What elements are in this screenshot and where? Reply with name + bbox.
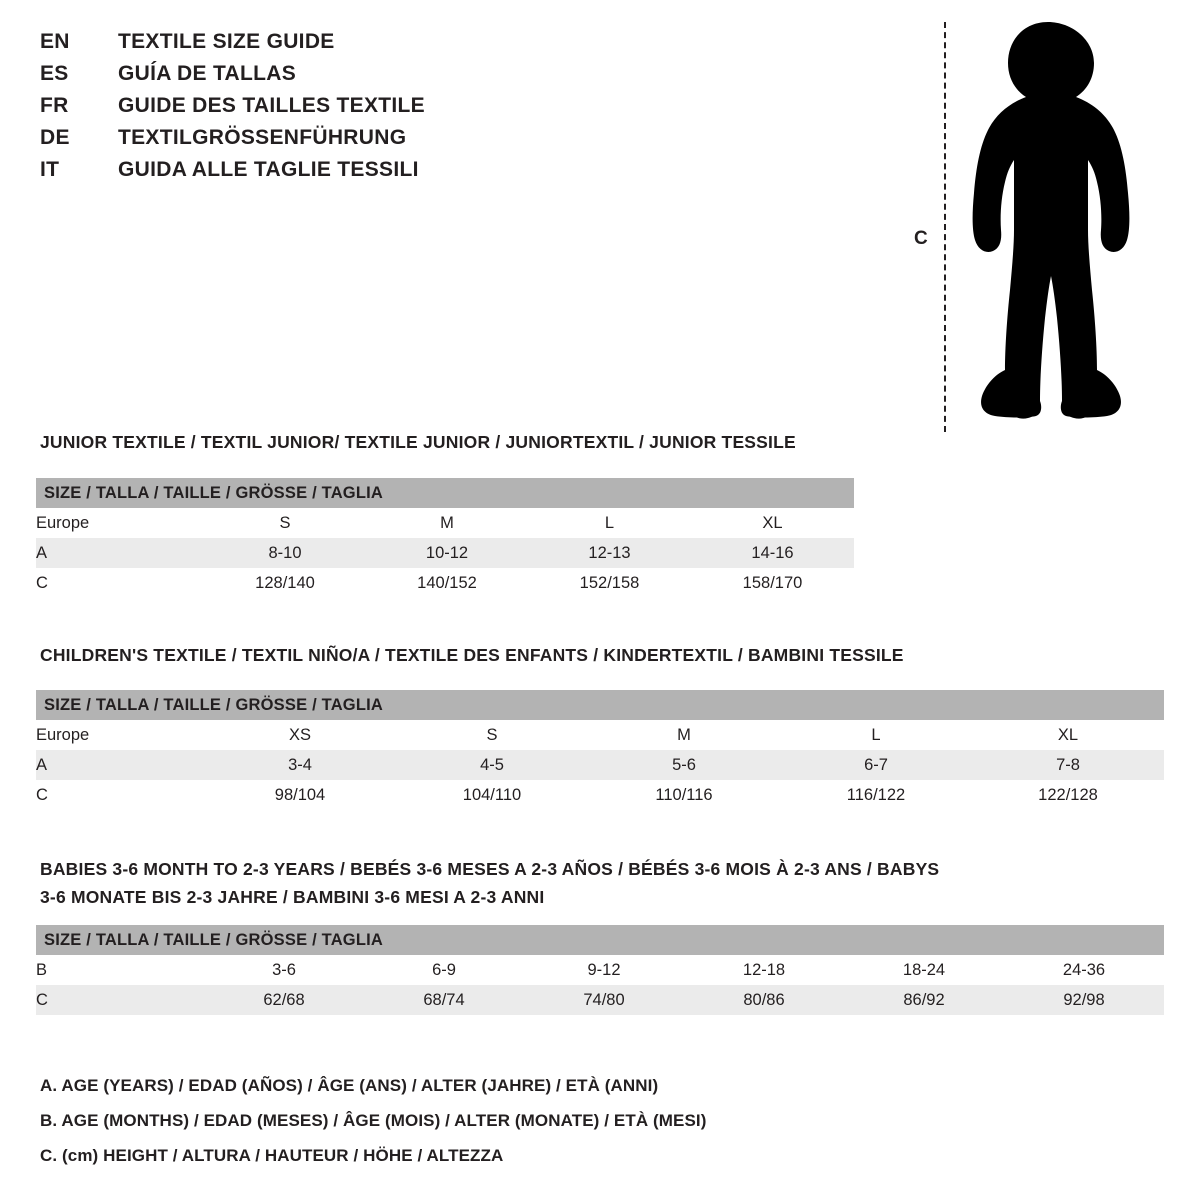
babies-row-b-v1: 6-9 — [364, 955, 524, 985]
children-row-c-v2: 110/116 — [588, 780, 780, 810]
junior-region-label: Europe — [36, 508, 204, 538]
children-size-table — [36, 690, 1164, 810]
height-dashed-line — [944, 22, 946, 432]
language-code-it: IT — [40, 158, 60, 181]
legend-notes — [40, 1068, 707, 1173]
babies-row-b-v3: 12-18 — [684, 955, 844, 985]
babies-row-c-v4: 86/92 — [844, 985, 1004, 1015]
junior-row-c-v1: 140/152 — [366, 568, 528, 598]
junior-size-l: L — [528, 508, 691, 538]
language-row-it — [40, 158, 560, 190]
junior-row-c-v0: 128/140 — [204, 568, 366, 598]
table-row — [36, 955, 1164, 985]
children-row-c-v0: 98/104 — [204, 780, 396, 810]
babies-row-b-label: B — [36, 955, 204, 985]
children-size-xs: XS — [204, 720, 396, 750]
legend-note-a: A. AGE (YEARS) / EDAD (AÑOS) / ÂGE (ANS) / ALTER (JAHRE) / ETÀ (ANNI) — [40, 1076, 659, 1095]
language-code-de: DE — [40, 126, 70, 149]
language-text-en: TEXTILE SIZE GUIDE — [118, 30, 335, 53]
children-table-band — [36, 690, 1164, 720]
junior-row-a-v1: 10-12 — [366, 538, 528, 568]
children-row-c-label: C — [36, 780, 204, 810]
junior-row-a-v3: 14-16 — [691, 538, 854, 568]
babies-row-b-v0: 3-6 — [204, 955, 364, 985]
language-text-fr: GUIDE DES TAILLES TEXTILE — [118, 94, 425, 117]
junior-table-band — [36, 478, 854, 508]
babies-row-c-v3: 80/86 — [684, 985, 844, 1015]
children-size-s: S — [396, 720, 588, 750]
babies-row-c-v5: 92/98 — [1004, 985, 1164, 1015]
babies-row-b-v5: 24-36 — [1004, 955, 1164, 985]
junior-band-label: SIZE / TALLA / TAILLE / GRÖSSE / TAGLIA — [36, 478, 854, 508]
children-row-a-v1: 4-5 — [396, 750, 588, 780]
junior-size-table — [36, 478, 854, 598]
language-text-de: TEXTILGRÖSSENFÜHRUNG — [118, 126, 407, 149]
children-region-label: Europe — [36, 720, 204, 750]
babies-row-b-v2: 9-12 — [524, 955, 684, 985]
junior-size-m: M — [366, 508, 528, 538]
children-size-xl: XL — [972, 720, 1164, 750]
babies-row-c-v0: 62/68 — [204, 985, 364, 1015]
child-silhouette-icon — [952, 18, 1152, 428]
table-row — [36, 780, 1164, 810]
children-size-l: L — [780, 720, 972, 750]
section-title-junior: JUNIOR TEXTILE / TEXTIL JUNIOR/ TEXTILE JUNIOR / JUNIORTEXTIL / JUNIOR TESSILE — [40, 432, 796, 452]
legend-note-b: B. AGE (MONTHS) / EDAD (MESES) / ÂGE (MOIS) / ALTER (MONATE) / ETÀ (MESI) — [40, 1111, 707, 1130]
language-row-fr — [40, 94, 560, 126]
table-row — [36, 568, 854, 598]
junior-size-xl: XL — [691, 508, 854, 538]
table-row — [36, 538, 854, 568]
babies-size-table — [36, 925, 1164, 1015]
language-text-es: GUÍA DE TALLAS — [118, 62, 297, 85]
babies-band-label: SIZE / TALLA / TAILLE / GRÖSSE / TAGLIA — [36, 925, 1164, 955]
height-measure-label: C — [914, 228, 928, 249]
junior-row-c-label: C — [36, 568, 204, 598]
section-title-children: CHILDREN'S TEXTILE / TEXTIL NIÑO/A / TEXTILE DES ENFANTS / KINDERTEXTIL / BAMBINI TESSILE — [40, 645, 904, 665]
table-row — [36, 985, 1164, 1015]
babies-row-c-v2: 74/80 — [524, 985, 684, 1015]
section-title-babies: BABIES 3-6 MONTH TO 2-3 YEARS / BEBÉS 3-6 MESES A 2-3 AÑOS / BÉBÉS 3-6 MOIS À 2-3 ANS / BABYS 3-6 MONATE BIS 2-3 JAHRE / BAMBINI 3-6 MESI A 2-3 ANNI — [40, 859, 940, 907]
babies-table-band — [36, 925, 1164, 955]
language-row-en — [40, 30, 560, 62]
height-measure-figure — [900, 10, 1160, 430]
babies-row-c-label: C — [36, 985, 204, 1015]
children-band-label: SIZE / TALLA / TAILLE / GRÖSSE / TAGLIA — [36, 690, 1164, 720]
junior-row-a-label: A — [36, 538, 204, 568]
junior-row-a-v0: 8-10 — [204, 538, 366, 568]
junior-row-c-v3: 158/170 — [691, 568, 854, 598]
language-text-it: GUIDA ALLE TAGLIE TESSILI — [118, 158, 419, 181]
language-code-en: EN — [40, 30, 70, 53]
table-row — [36, 750, 1164, 780]
junior-row-c-v2: 152/158 — [528, 568, 691, 598]
legend-note-c: C. (cm) HEIGHT / ALTURA / HAUTEUR / HÖHE / ALTEZZA — [40, 1146, 504, 1165]
language-code-es: ES — [40, 62, 69, 85]
children-size-m: M — [588, 720, 780, 750]
babies-row-c-v1: 68/74 — [364, 985, 524, 1015]
language-row-de — [40, 126, 560, 158]
language-title-block — [40, 30, 560, 190]
children-size-row — [36, 720, 1164, 750]
language-code-fr: FR — [40, 94, 69, 117]
children-row-a-v4: 7-8 — [972, 750, 1164, 780]
children-row-c-v1: 104/110 — [396, 780, 588, 810]
children-row-a-v0: 3-4 — [204, 750, 396, 780]
junior-size-s: S — [204, 508, 366, 538]
junior-size-row — [36, 508, 854, 538]
children-row-c-v3: 116/122 — [780, 780, 972, 810]
babies-row-b-v4: 18-24 — [844, 955, 1004, 985]
children-row-a-label: A — [36, 750, 204, 780]
children-row-a-v3: 6-7 — [780, 750, 972, 780]
junior-row-a-v2: 12-13 — [528, 538, 691, 568]
children-row-a-v2: 5-6 — [588, 750, 780, 780]
language-row-es — [40, 62, 560, 94]
children-row-c-v4: 122/128 — [972, 780, 1164, 810]
